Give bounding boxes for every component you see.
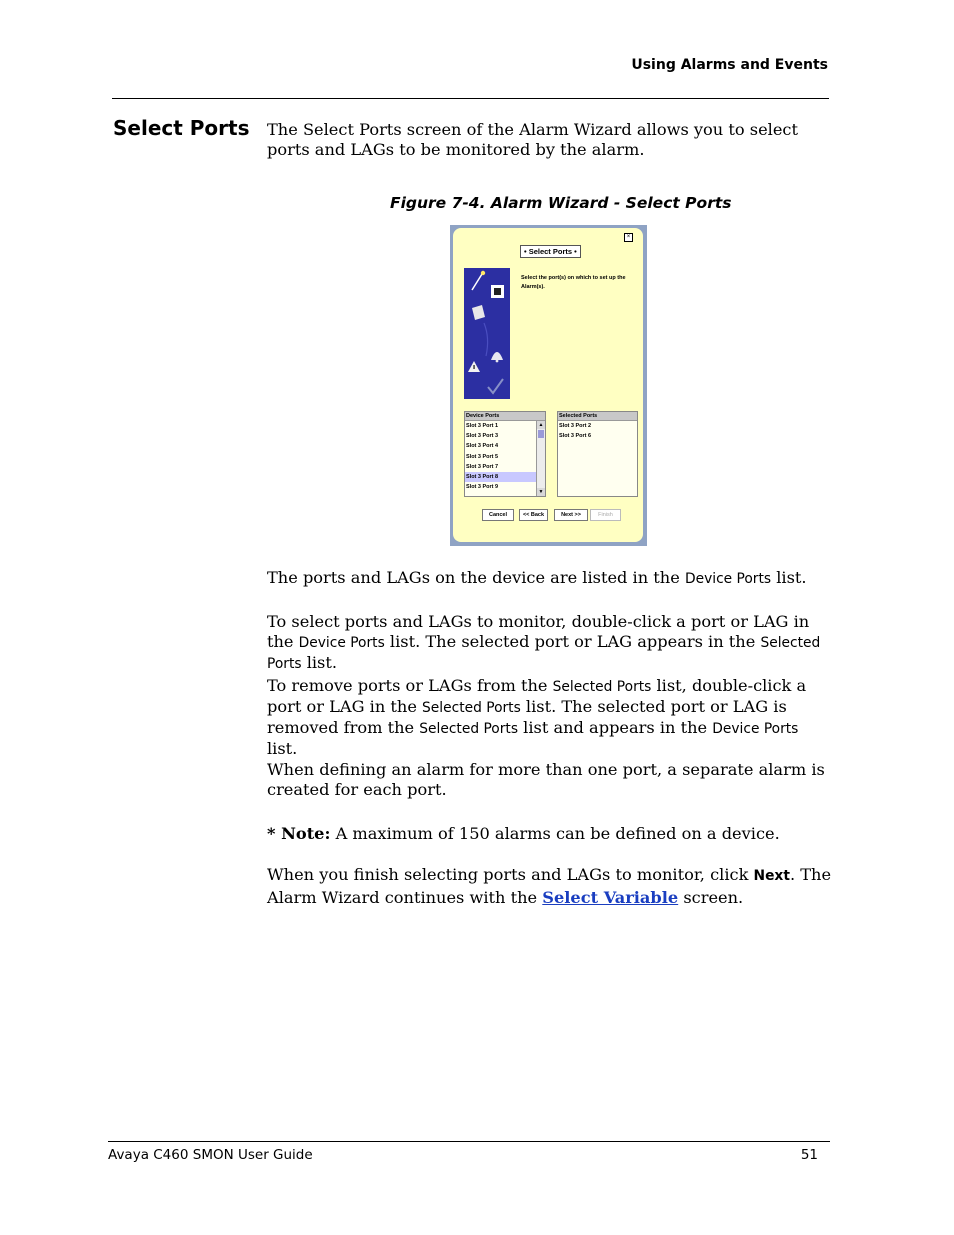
magic-wand-icon <box>472 271 485 290</box>
paragraph-remove-ports <box>267 676 832 759</box>
list-item[interactable]: Slot 3 Port 3 <box>466 433 499 440</box>
scroll-up-icon[interactable]: ▲ <box>538 422 544 428</box>
text: list. The selected port or LAG appears in the <box>384 632 761 651</box>
text: list. The selected port or LAG is removed from the <box>267 697 787 737</box>
section-title: Select Ports <box>113 116 250 140</box>
paragraph-finish <box>267 864 832 908</box>
footer-title: Avaya C460 SMON User Guide <box>108 1147 313 1163</box>
footer-rule <box>108 1141 830 1142</box>
note-label: * Note: <box>267 824 331 843</box>
figure-caption: Figure 7-4. Alarm Wizard - Select Ports <box>390 194 732 212</box>
paragraph-multiple-ports: When defining an alarm for more than one port, a separate alarm is created for each port. <box>267 760 825 799</box>
text: list. <box>267 739 298 758</box>
text: list. <box>771 568 807 587</box>
text: To remove ports or LAGs from the <box>267 676 553 695</box>
running-header: Using Alarms and Events <box>631 57 828 73</box>
wizard-step-title: • Select Ports • <box>520 245 581 258</box>
selected-ports-ref: Selected Ports <box>419 721 519 737</box>
device-ports-scrollbar[interactable] <box>536 421 545 496</box>
device-ports-list[interactable] <box>464 411 546 497</box>
text: . The Alarm Wizard continues with the <box>267 865 832 907</box>
selected-ports-list[interactable] <box>557 411 638 497</box>
next-ref: Next <box>753 868 790 884</box>
list-item[interactable]: Slot 3 Port 2 <box>559 423 592 429</box>
page-number: 51 <box>800 1147 818 1163</box>
note-text: A maximum of 150 alarms can be defined on a device. <box>330 824 780 843</box>
cancel-button[interactable]: Cancel <box>482 509 514 521</box>
device-ports-ref: Device Ports <box>712 721 799 737</box>
text: To select ports and LAGs to monitor, double-click a port or LAG in the <box>267 612 810 651</box>
note <box>267 824 832 844</box>
finish-button: Finish <box>590 509 621 521</box>
device-ports-ref: Device Ports <box>684 571 772 587</box>
text: screen. <box>678 888 744 907</box>
list-item[interactable]: Slot 3 Port 7 <box>466 463 499 470</box>
text: list and appears in the <box>518 718 713 737</box>
selected-ports-ref: Selected Ports <box>422 700 521 716</box>
header-rule <box>112 98 829 99</box>
scroll-down-icon[interactable]: ▼ <box>538 489 544 495</box>
back-button[interactable]: << Back <box>519 509 548 521</box>
scrollbar-thumb[interactable] <box>538 430 544 438</box>
list-item[interactable]: Slot 3 Port 4 <box>466 443 499 450</box>
device-ports-header: Device Ports <box>465 412 545 421</box>
close-icon[interactable]: × <box>624 233 633 242</box>
text: list, double-click a port or LAG in the <box>267 676 807 716</box>
list-item-selected[interactable]: Slot 3 Port 8 <box>465 472 537 482</box>
bell-icon <box>491 352 503 362</box>
wizard-instruction: Select the port(s) on which to set up the Alarm(s). <box>521 275 626 290</box>
text: list. <box>301 653 338 672</box>
list-item[interactable]: Slot 3 Port 9 <box>466 484 499 491</box>
list-item[interactable]: Slot 3 Port 1 <box>466 423 499 429</box>
text: The ports and LAGs on the device are listed in the <box>267 568 685 587</box>
paragraph-select-ports <box>267 612 832 674</box>
selected-ports-ref: Selected Ports <box>552 679 652 695</box>
alarm-wizard-window <box>453 228 643 542</box>
device-ports-ref: Device Ports <box>298 635 385 651</box>
selected-ports-ref: Selected Ports <box>267 635 821 672</box>
next-button[interactable]: Next >> <box>554 509 588 521</box>
figure-screenshot <box>450 225 647 546</box>
selected-ports-header: Selected Ports <box>558 412 637 421</box>
list-item[interactable]: Slot 3 Port 6 <box>559 433 592 440</box>
wizard-illustration <box>464 268 510 399</box>
text: When you finish selecting ports and LAGs to monitor, click <box>267 865 754 884</box>
document-icon <box>472 305 485 320</box>
list-item[interactable]: Slot 3 Port 5 <box>466 453 499 460</box>
paragraph-ports-listed <box>267 568 832 589</box>
select-variable-link[interactable]: Select Variable <box>542 888 679 907</box>
checkmark-icon <box>488 379 503 393</box>
network-port-icon <box>491 285 504 298</box>
warning-icon <box>468 361 480 372</box>
intro-paragraph: The Select Ports screen of the Alarm Wizard allows you to select ports and LAGs to be monitored by the alarm. <box>267 120 798 159</box>
